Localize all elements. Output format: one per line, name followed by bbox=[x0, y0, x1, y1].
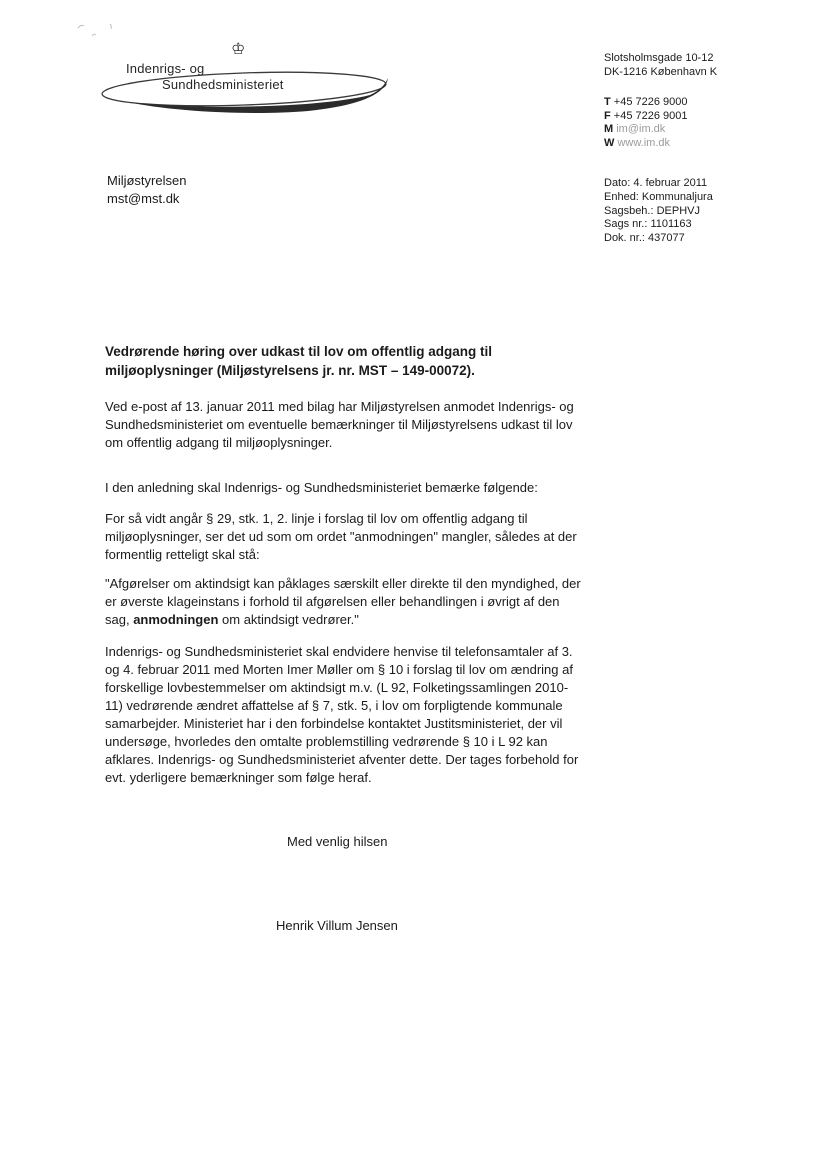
crown-icon: ♔ bbox=[231, 41, 246, 58]
paragraph-5: Indenrigs- og Sundhedsministeriet skal endvidere henvise til telefonsamtaler af 3. og 4. februar 2011 med Morten Imer Møller om § 10 i forslag til lov om ændring af forskellige lovbestemmelser om aktindsigt m.v. (L 92, Folketingssamlingen 2010-11) vedrørende ændret affattelse af § 7, stk. 5, i lov om forpligtende kommunale samarbejder. Ministeriet har i den forbindelse kontaktet Justitsministeriet, der vil undersøge, hvorledes den omtalte problemstilling vedrørende § 10 i L 92 kan afklares. Indenrigs- og Sundhedsministeriet afventer dette. Der tages forbehold for evt. yderligere bemærkninger som følge heraf. bbox=[105, 644, 579, 785]
letterhead-contact-block bbox=[604, 52, 717, 150]
ministry-name-line2: Sundhedsministeriet bbox=[162, 77, 284, 92]
web-row bbox=[604, 137, 717, 151]
recipient-email: mst@mst.dk bbox=[107, 191, 180, 206]
recipient-block bbox=[107, 172, 186, 208]
phone-label: T bbox=[604, 96, 611, 108]
meta-dato: Dato: 4. februar 2011 bbox=[604, 177, 708, 189]
paragraph-3: For så vidt angår § 29, stk. 1, 2. linje i forslag til lov om offentlig adgang til miljøoplysninger, ser det ud som om ordet "anmodningen" mangler, således at der formentlig retteligt skal stå: bbox=[105, 511, 577, 562]
quote-after: om aktindsigt vedrører." bbox=[218, 612, 359, 627]
quoted-provision bbox=[105, 575, 585, 629]
quote-bold-word: anmodningen bbox=[133, 612, 219, 627]
paragraph-1: Ved e-post af 13. januar 2011 med bilag har Miljøstyrelsen anmodet Indenrigs- og Sundhedsministeriet om eventuelle bemærkninger til Miljøstyrelsens udkast til lov om offentlig adgang til miljøoplysninger. bbox=[105, 399, 574, 450]
quote-before: "Afgørelser om aktindsigt kan påklages særskilt eller direkte til den myndighed, der er øverste klageinstans i forhold til afgørelsen eller behandlingen i øvrigt af den sag, bbox=[105, 576, 581, 627]
meta-doknr: Dok. nr.: 437077 bbox=[604, 232, 685, 245]
address-line-1: Slotsholmsgade 10-12 bbox=[604, 52, 714, 64]
ministry-logo bbox=[98, 41, 394, 116]
mail-label: M bbox=[604, 123, 614, 135]
fax-row bbox=[604, 110, 717, 124]
fax-label: F bbox=[604, 109, 611, 122]
meta-sagsnr: Sags nr.: 1101163 bbox=[604, 218, 692, 231]
address-line-2: DK-1216 København K bbox=[604, 65, 718, 78]
mail-address: im@im.dk bbox=[616, 123, 666, 135]
closing-line: Med venlig hilsen bbox=[287, 834, 388, 849]
fax-number: +45 7226 9001 bbox=[613, 109, 688, 122]
pencil-marks bbox=[72, 20, 122, 42]
web-address: www.im.dk bbox=[617, 136, 671, 149]
phone-row bbox=[604, 96, 717, 110]
meta-enhed: Enhed: Kommunaljura bbox=[604, 190, 713, 203]
recipient-name: Miljøstyrelsen bbox=[107, 173, 187, 188]
phone-number: +45 7226 9000 bbox=[613, 96, 688, 108]
letter-subject: Vedrørende høring over udkast til lov om offentlig adgang til miljøoplysninger (Miljøstyrelsens jr. nr. MST – 149-00072). bbox=[105, 344, 493, 378]
ministry-name-line1: Indenrigs- og bbox=[126, 61, 205, 76]
meta-sagsbeh: Sagsbeh.: DEPHVJ bbox=[604, 204, 700, 217]
paragraph-2: I den anledning skal Indenrigs- og Sundhedsministeriet bemærke følgende: bbox=[105, 480, 538, 495]
web-label: W bbox=[604, 136, 615, 149]
mail-row bbox=[604, 123, 717, 137]
signature-name: Henrik Villum Jensen bbox=[276, 918, 398, 933]
case-meta-block bbox=[604, 177, 713, 246]
